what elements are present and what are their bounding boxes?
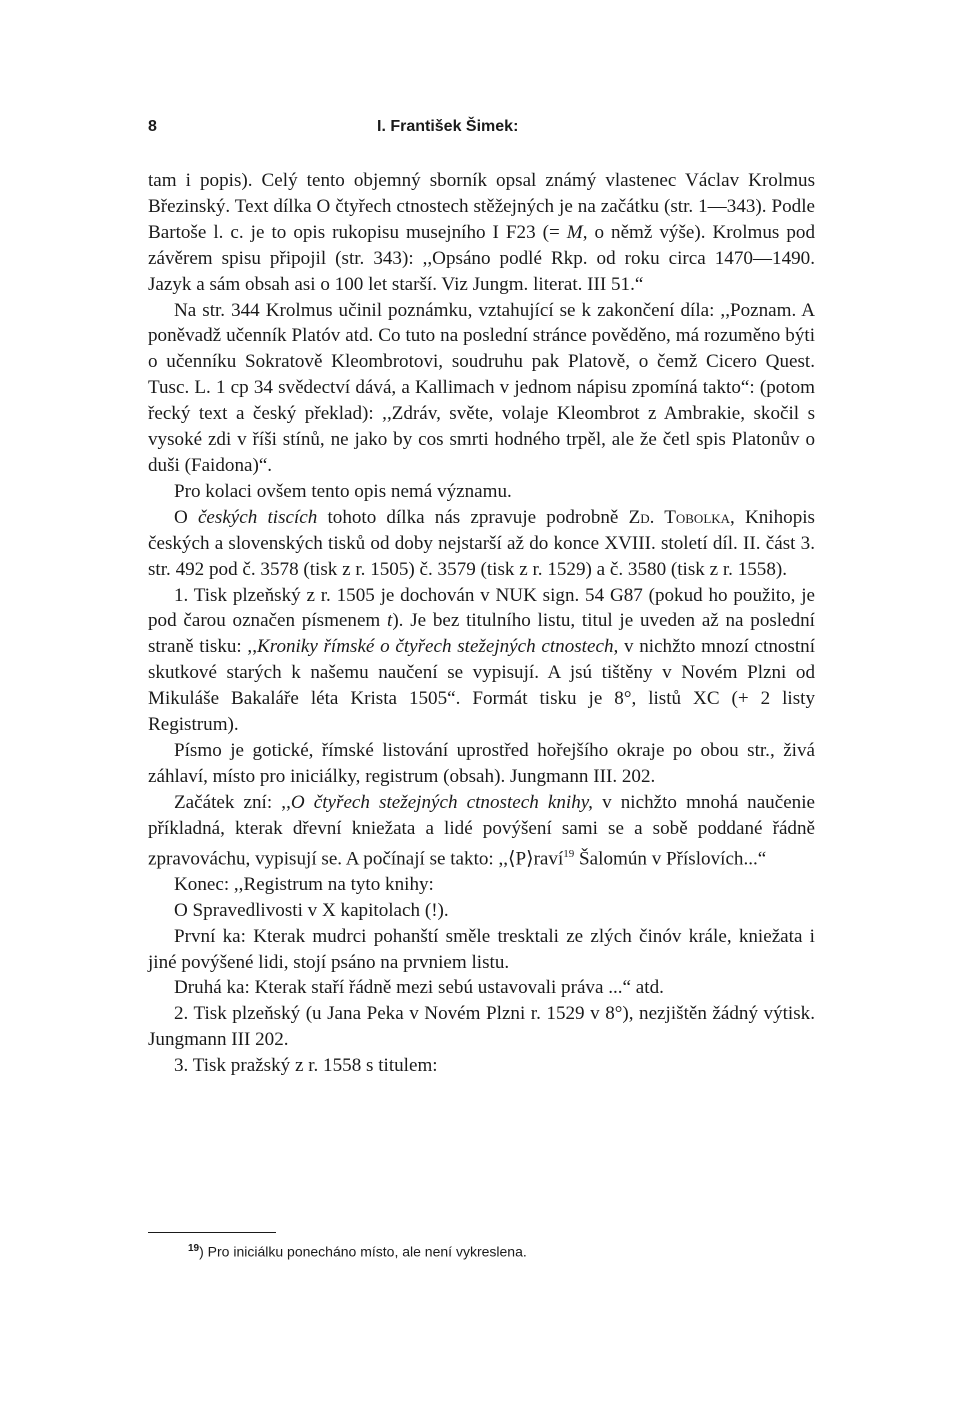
paragraph	[148, 1001, 815, 1053]
text-run: Druhá ka: Kterak staří řádně mezi sebú ustavovali práva ...“ atd.	[174, 977, 664, 999]
text-run: 1. Tisk plzeňský z r. 1505 je dochován v NUK sign. 54 G87 (pokud ho použito, je pod čarou označen písmenem	[148, 584, 815, 632]
text-run: O	[174, 506, 198, 528]
text-run: Šalomún v Příslovích...“	[574, 847, 767, 869]
footnote-mark: 19	[188, 1243, 200, 1254]
footnote	[188, 1239, 808, 1262]
italic-text: M	[566, 221, 583, 243]
running-head-author: I. František Šimek:	[377, 118, 519, 135]
paragraph	[148, 738, 815, 790]
italic-text: O čtyřech stežejných ctnostech knihy,	[290, 791, 593, 813]
italic-text: t	[387, 610, 393, 632]
paragraph	[148, 583, 815, 738]
footnote-rule	[148, 1232, 276, 1233]
italic-text: českých tiscích	[197, 506, 318, 528]
text-run: Písmo je gotické, římské listování uprostřed hořejšího okraje po obou str., živá záhlaví, místo pro iniciálky, registrum (obsah). Jungmann III. 202.	[148, 739, 815, 787]
page-number: 8	[148, 118, 157, 135]
running-head	[148, 118, 815, 142]
paragraph	[148, 898, 815, 924]
small-caps-text: Zd. Tobolka	[628, 506, 731, 528]
body-text	[148, 168, 815, 1079]
text-run: Na str. 344 Krolmus učinil poznámku, vztahující se k zakončení díla: ,,Poznam. A poněvadž učenník Platóv atd. Co tuto na poslední stránce pověděno, má rozuměno býti o učenníku Sokratově Kleombrotovi, soudruhu pak Platově, o čemž Cicero Quest. Tusc. L. 1 cp 34 svědectví dává, a Kallimach v jednom nápisu zpomíná takto“: (potom řecký text a český překlad): ,,Zdráv, světe, volaje Kleombrot z Ambrakie, skočil s vysoké zdi v říši stínů, ne jako by cos smrti hodného trpěl, ale že četl spis Platonův o duši (Faidona)“.	[148, 299, 815, 476]
paragraph	[148, 975, 815, 1001]
paragraph	[148, 505, 815, 583]
text-run: ). Je bez titulního listu, titul je uveden až na poslední straně tisku: ,,	[148, 610, 815, 658]
text-run: tohoto dílka nás zpravuje podrobně	[317, 506, 629, 528]
paragraph	[148, 790, 815, 872]
text-run: v nichžto mnozí ctnostní skutkové starých k našemu naučení se vypisují. A jsú tištěny v Novém Plzni od Mikuláše Bakaláře léta Krista 1505“. Formát tisku je 8°, listů XC (+ 2 listy Registrum).	[148, 636, 815, 736]
paragraph	[148, 924, 815, 976]
footnote-text: ) Pro iniciálku ponecháno místo, ale není vykreslena.	[199, 1243, 527, 1260]
text-run: , o němž výše). Krolmus pod závěrem spisu připojil (str. 343): ,,Opsáno podlé Rkp. od roku circa 1470—1490. Jazyk a sám obsah asi o 100 let starší. Viz Jungm. literat. III 51.“	[148, 221, 815, 295]
paragraph	[148, 479, 815, 505]
text-run: Začátek zní: ,,	[174, 791, 291, 813]
text-run: v nichžto mnohá naučenie příkladná, kterak dřevní kniežata a lidé povýšení sami se a sobě poddané řádně zpravováchu, vypisují se. A počínají se takto: ,,⟨P⟩raví	[148, 791, 816, 869]
paragraph	[148, 872, 815, 898]
paragraph	[148, 1053, 815, 1079]
footnote-reference: 19	[563, 847, 575, 860]
text-run: První ka: Kterak mudrci pohanští směle tresktali ze zlých činóv krále, kniežata i jiné povýšené lidi, stojí psáno na prvniem listu.	[148, 925, 815, 973]
text-run: Konec: ,,Registrum na tyto knihy:	[174, 873, 434, 895]
text-run: 2. Tisk plzeňský (u Jana Peka v Novém Plzni r. 1529 v 8°), nezjištěn žádný výtisk. Jungmann III 202.	[148, 1003, 815, 1051]
text-run: 3. Tisk pražský z r. 1558 s titulem:	[174, 1055, 438, 1077]
text-run: Pro kolaci ovšem tento opis nemá významu.	[174, 480, 512, 502]
text-run: , Knihopis českých a slovenských tisků od doby nejstarší až do konce XVIII. století díl. II. část 3. str. 492 pod č. 3578 (tisk z r. 1505) č. 3579 (tisk z r. 1529) a č. 3580 (tisk z r. 1558).	[148, 506, 815, 580]
paragraph	[148, 298, 815, 479]
text-run: tam i popis). Celý tento objemný sborník opsal známý vlastenec Václav Krolmus Březinský. Text dílka O čtyřech ctnostech stěžejných je na začátku (str. 1—343). Podle Bartoše l. c. je to opis rukopisu musejního I F23 (=	[148, 170, 815, 243]
paragraph	[148, 168, 815, 298]
italic-text: Kroniky římské o čtyřech stežejných ctnostech,	[256, 636, 619, 658]
text-run: O Spravedlivosti v X kapitolach (!).	[174, 899, 449, 921]
